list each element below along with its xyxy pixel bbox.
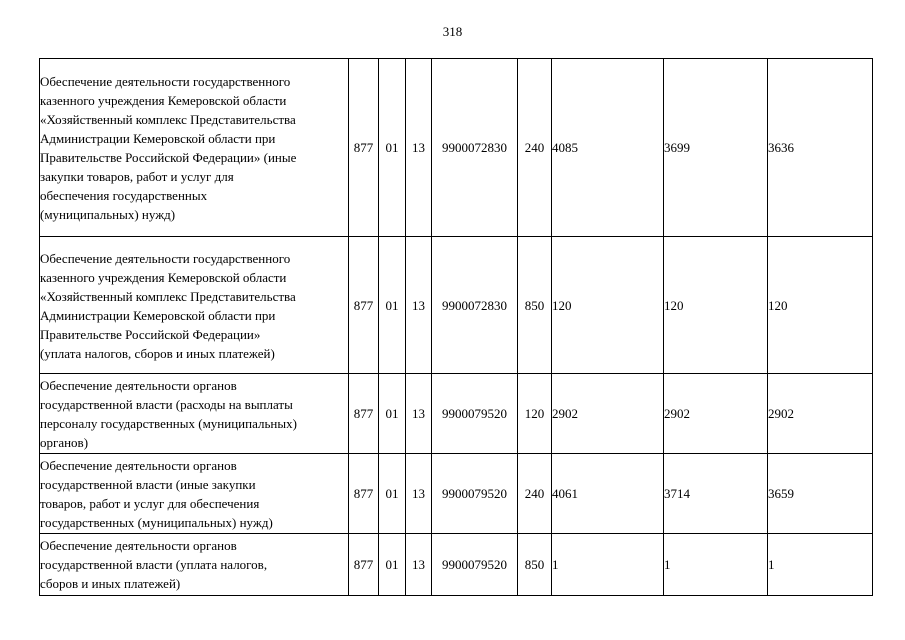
amount-3-cell: 2902 <box>768 374 873 454</box>
name-line: государственных (муниципальных) нужд) <box>40 514 273 530</box>
amount-1-cell: 120 <box>552 237 664 374</box>
amount-2-cell: 1 <box>664 534 768 596</box>
expense-type-cell: 850 <box>518 237 552 374</box>
ministry-code-cell: 877 <box>349 374 379 454</box>
name-line: персоналу государственных (муниципальных) <box>40 415 297 431</box>
amount-1-cell: 4085 <box>552 59 664 237</box>
name-line: (уплата налогов, сборов и иных платежей) <box>40 345 275 361</box>
row-name-cell <box>40 374 349 454</box>
target-article-cell: 9900072830 <box>432 59 518 237</box>
amount-2-cell: 3699 <box>664 59 768 237</box>
name-line: органов) <box>40 434 89 450</box>
amount-2-cell: 120 <box>664 237 768 374</box>
section-code-cell: 01 <box>379 374 406 454</box>
table-row <box>40 454 873 534</box>
name-line: Обеспечение деятельности органов <box>40 377 237 393</box>
name-line: Обеспечение деятельности органов <box>40 457 237 473</box>
amount-3-cell: 120 <box>768 237 873 374</box>
target-article-cell: 9900079520 <box>432 454 518 534</box>
section-code-cell: 01 <box>379 59 406 237</box>
row-name-cell <box>40 534 349 596</box>
amount-2-cell: 2902 <box>664 374 768 454</box>
section-code-cell: 01 <box>379 454 406 534</box>
name-line: Администрации Кемеровской области при <box>40 131 276 146</box>
name-line: закупки товаров, работ и услуг для <box>40 169 234 184</box>
amount-2-cell: 3714 <box>664 454 768 534</box>
name-line: Правительстве Российской Федерации» (иные <box>40 150 297 165</box>
table-row <box>40 534 873 596</box>
target-article-cell: 9900079520 <box>432 374 518 454</box>
name-line: сборов и иных платежей) <box>40 576 181 591</box>
subsection-code-cell: 13 <box>406 237 432 374</box>
section-code-cell: 01 <box>379 534 406 596</box>
amount-1-cell: 4061 <box>552 454 664 534</box>
name-line: государственной власти (уплата налогов, <box>40 557 268 572</box>
amount-3-cell: 1 <box>768 534 873 596</box>
table-row <box>40 237 873 374</box>
ministry-code-cell: 877 <box>349 534 379 596</box>
amount-1-cell: 1 <box>552 534 664 596</box>
expense-type-cell: 850 <box>518 534 552 596</box>
name-line: обеспечения государственных <box>40 188 208 203</box>
page-number: 318 <box>442 24 463 39</box>
name-line: Администрации Кемеровской области при <box>40 307 276 323</box>
name-line: Обеспечение деятельности государственного <box>40 74 291 89</box>
name-line: «Хозяйственный комплекс Представительства <box>40 112 296 127</box>
amount-3-cell: 3659 <box>768 454 873 534</box>
name-line: Обеспечение деятельности органов <box>40 538 237 553</box>
name-line: Правительстве Российской Федерации» <box>40 326 261 342</box>
subsection-code-cell: 13 <box>406 59 432 237</box>
name-line: казенного учреждения Кемеровской области <box>40 269 287 285</box>
budget-table <box>39 58 873 596</box>
expense-type-cell: 240 <box>518 59 552 237</box>
row-name-cell <box>40 237 349 374</box>
subsection-code-cell: 13 <box>406 534 432 596</box>
section-code-cell: 01 <box>379 237 406 374</box>
target-article-cell: 9900079520 <box>432 534 518 596</box>
subsection-code-cell: 13 <box>406 374 432 454</box>
name-line: Обеспечение деятельности государственного <box>40 250 291 266</box>
amount-3-cell: 3636 <box>768 59 873 237</box>
name-line: государственной власти (расходы на выплаты <box>40 396 293 412</box>
subsection-code-cell: 13 <box>406 454 432 534</box>
table-row <box>40 59 873 237</box>
amount-1-cell: 2902 <box>552 374 664 454</box>
row-name-cell <box>40 59 349 237</box>
name-line: «Хозяйственный комплекс Представительства <box>40 288 296 304</box>
name-line: товаров, работ и услуг для обеспечения <box>40 495 260 511</box>
ministry-code-cell: 877 <box>349 59 379 237</box>
ministry-code-cell: 877 <box>349 237 379 374</box>
name-line: казенного учреждения Кемеровской области <box>40 93 287 108</box>
ministry-code-cell: 877 <box>349 454 379 534</box>
target-article-cell: 9900072830 <box>432 237 518 374</box>
table-row <box>40 374 873 454</box>
expense-type-cell: 120 <box>518 374 552 454</box>
name-line: (муниципальных) нужд) <box>40 207 176 222</box>
expense-type-cell: 240 <box>518 454 552 534</box>
name-line: государственной власти (иные закупки <box>40 476 256 492</box>
row-name-cell <box>40 454 349 534</box>
